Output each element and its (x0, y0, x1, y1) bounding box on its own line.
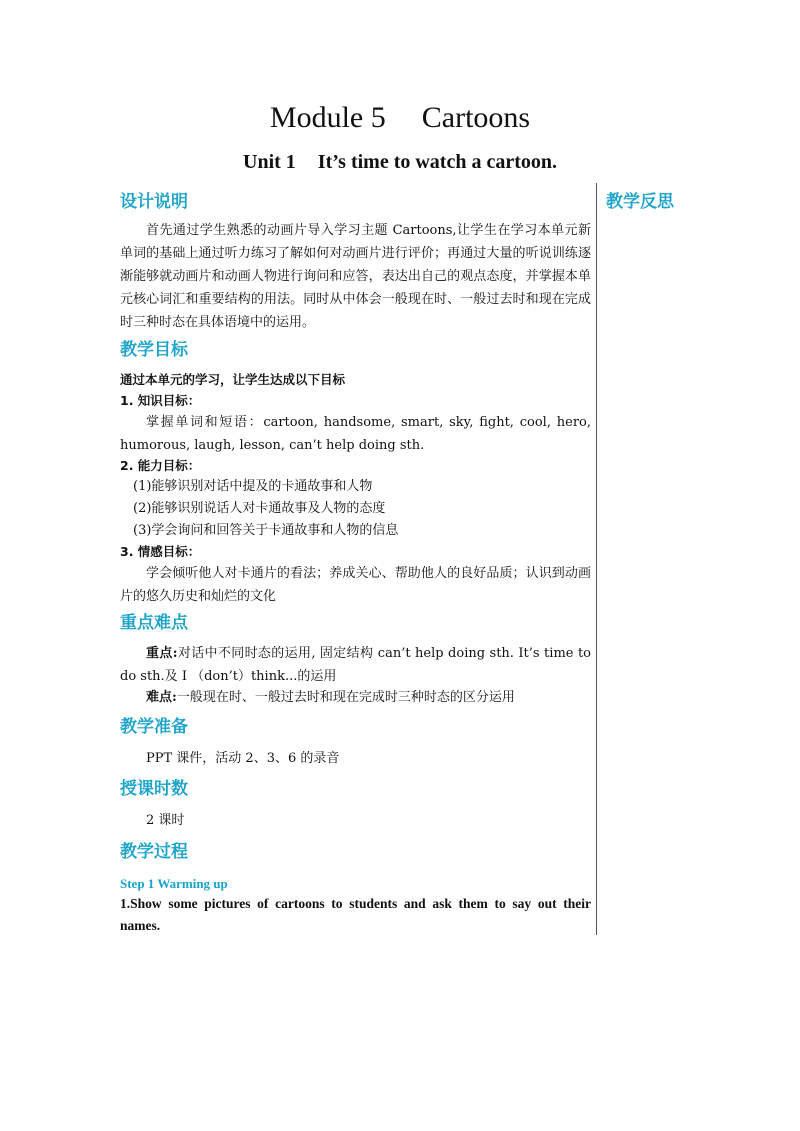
process-heading: 教学过程 (120, 842, 188, 862)
hours-text: 2 课时 (146, 813, 185, 828)
prep-heading: 教学准备 (120, 717, 188, 737)
design-heading: 设计说明 (120, 192, 188, 212)
ability-item: (2)能够识别说话人对卡通故事及人物的态度 (133, 501, 386, 516)
goals-heading: 教学目标 (120, 340, 188, 360)
key-point (120, 642, 591, 688)
column-divider (596, 183, 597, 935)
difficulty-point (120, 686, 591, 709)
unit-label: Unit 1 (243, 151, 296, 173)
page-title (0, 98, 800, 138)
ability-label: 2. 能力目标： (120, 458, 201, 473)
goals-intro: 通过本单元的学习，让学生达成以下目标 (120, 372, 346, 387)
key-text: 对话中不同时态的运用, 固定结构 can’t help doing sth. It’s time to do sth.及 I （don’t）think...的运用 (120, 646, 591, 684)
unit-title (0, 148, 800, 176)
step1-text: 1.Show some pictures of cartoons to students and ask them to say out their names. (120, 896, 591, 933)
module-label: Module 5 (269, 101, 386, 134)
emotion-label: 3. 情感目标： (120, 544, 201, 559)
keypoints-heading: 重点难点 (120, 613, 188, 633)
difficulty-label: 难点: (146, 690, 177, 705)
ability-item: (1)能够识别对话中提及的卡通故事和人物 (133, 479, 373, 494)
key-label: 重点: (146, 646, 178, 661)
ability-item: (3)学会询问和回答关于卡通故事和人物的信息 (133, 523, 399, 538)
knowledge-text: 掌握单词和短语：cartoon, handsome, smart, sky, fight, cool, hero, humorous, laugh, lesson, can’t help doing sth. (120, 415, 591, 453)
knowledge-label: 1. 知识目标： (120, 393, 201, 408)
reflection-heading: 教学反思 (606, 192, 674, 212)
module-topic: Cartoons (421, 101, 531, 134)
hours-heading: 授课时数 (120, 779, 188, 799)
difficulty-text: 一般现在时、一般过去时和现在完成时三种时态的区分运用 (176, 690, 515, 705)
design-paragraph: 首先通过学生熟悉的动画片导入学习主题 Cartoons,让学生在学习本单元新单词的基础上通过听力练习了解如何对动画片进行评价；再通过大量的听说训练逐渐能够就动画片和动画人物进行询问和应答，表达出自己的观点态度，并掌握本单元核心词汇和重要结构的用法。同时从中体会一般现在时、一般过去时和现在完成时三种时态在具体语境中的运用。 (120, 223, 591, 330)
emotion-text: 学会倾听他人对卡通片的看法；养成关心、帮助他人的良好品质；认识到动画片的悠久历史和灿烂的文化 (120, 566, 591, 604)
step1-heading: Step 1 Warming up (120, 876, 228, 891)
prep-text: PPT 课件，活动 2、3、6 的录音 (146, 751, 340, 766)
unit-name: It’s time to watch a cartoon. (317, 151, 557, 173)
